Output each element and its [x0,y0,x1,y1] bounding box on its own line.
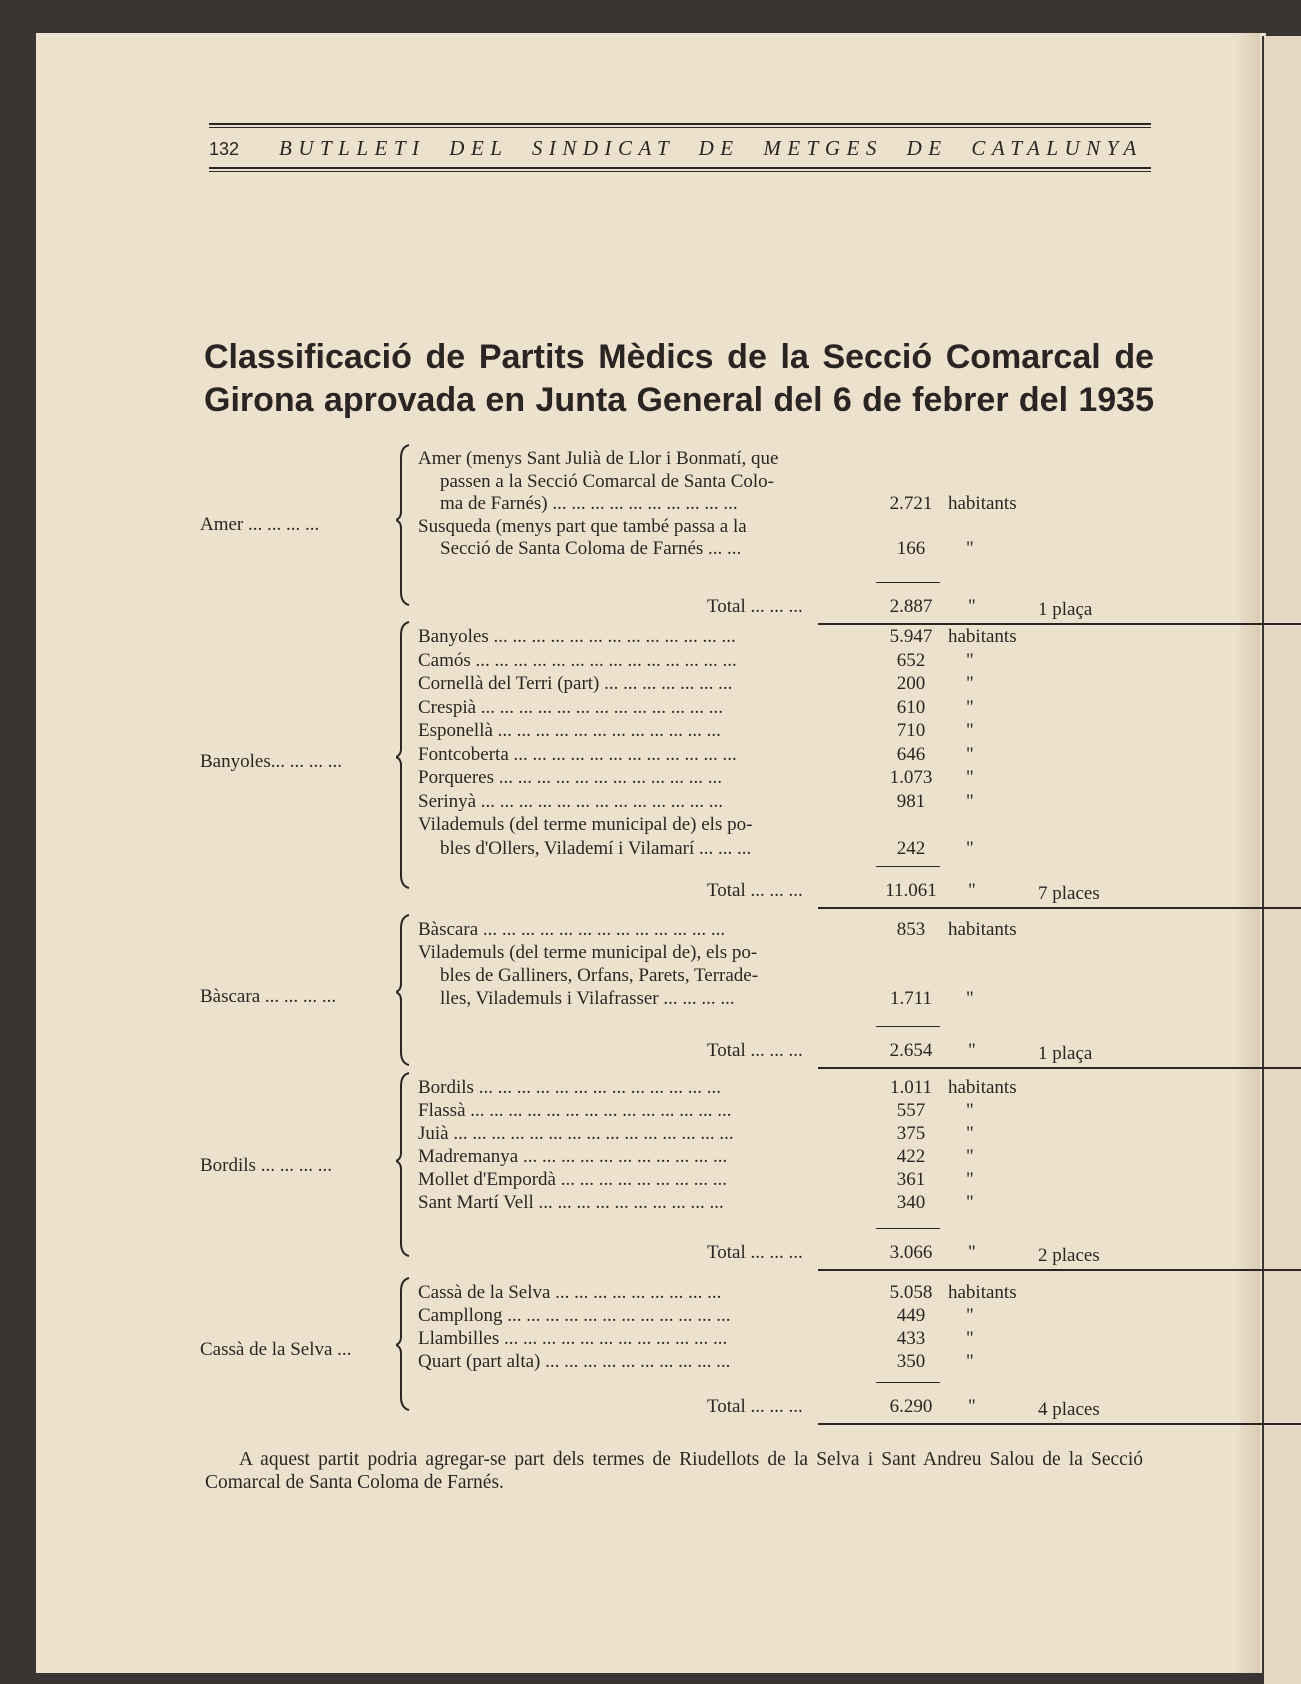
municipality-line-continued: passen a la Secció Comarcal de Santa Colo- [440,470,774,492]
municipality-name [418,516,848,561]
entry-row [418,1099,1058,1122]
municipality-name [418,941,848,1010]
population-unit: " [966,988,974,1009]
entry-row [418,1281,1058,1304]
municipality-name [418,1122,848,1145]
entry-row [418,743,1058,767]
population-value: 652 [896,649,926,671]
municipality-line: Esponellà ... ... ... ... ... ... ... ... ... ... ... ... [418,720,721,741]
municipality-line: Susqueda (menys part que també passa a la [418,515,747,537]
population-unit: " [966,649,974,671]
municipality-name [418,448,848,516]
running-header [209,123,1151,172]
population-unit: " [966,1146,974,1167]
municipality-line: Quart (part alta) ... ... ... ... ... ... ... ... ... ... [418,1351,731,1372]
population-value: 422 [896,1146,926,1167]
population-unit: " [966,720,974,741]
municipality-line-continued: ma de Farnés) ... ... ... ... ... ... ... ... ... ... [440,493,738,514]
population-unit: " [966,767,974,788]
header-rule-top [209,123,1151,125]
population-value: 1.711 [889,988,933,1009]
next-page-edge [1262,36,1301,1684]
total-label: Total ... ... ... [707,1040,803,1061]
municipality-name [418,1076,848,1099]
municipality-line: Madremanya ... ... ... ... ... ... ... ... ... ... ... [418,1146,728,1167]
entries-list [418,448,1058,561]
municipality-name [418,766,848,790]
sum-rule [876,1228,940,1229]
entry-row [418,813,1058,860]
population-value: 340 [896,1192,926,1213]
municipality-name [418,719,848,743]
municipality-name [418,1191,848,1214]
population-unit: " [966,696,974,718]
population-value: 853 [896,919,926,940]
section-name: Banyoles... ... ... ... [200,751,342,772]
total-unit: " [968,1040,976,1061]
municipality-line: Amer (menys Sant Julià de Llor i Bonmatí, que [418,448,779,469]
entry-row [418,696,1058,720]
municipality-name [418,649,848,673]
section-separator [818,1423,1301,1425]
entry-row [418,719,1058,743]
municipality-line: Llambilles ... ... ... ... ... ... ... ... ... ... ... ... [418,1328,728,1349]
title-line-2: Girona aprovada en Junta General del 6 de febrer del 1935 [204,381,1154,419]
municipality-line-continued: bles d'Ollers, Vilademí i Vilamarí ... ... ... [440,837,752,859]
population-unit: " [966,837,974,859]
population-value: 375 [896,1123,926,1144]
entry-row [418,516,1058,561]
entry-row [418,1076,1058,1099]
municipality-line: Flassà ... ... ... ... ... ... ... ... ... ... ... ... ... ... [418,1100,732,1121]
population-value: 166 [896,538,926,559]
population-value: 1.011 [889,1077,933,1098]
population-unit: habitants [948,626,1017,647]
total-value: 3.066 [889,1242,933,1263]
municipality-name [418,1281,848,1304]
total-value: 2.887 [889,596,933,617]
population-value: 981 [896,790,926,812]
municipality-name [418,1327,848,1350]
municipality-name [418,696,848,720]
footnote [205,1448,1143,1494]
population-unit: " [966,743,974,765]
population-unit: habitants [948,919,1017,940]
journal-title: BUTLLETI DEL SINDICAT DE METGES DE CATALUNYA [279,136,1143,160]
municipality-line-continued: lles, Vilademuls i Vilafrasser ... ... ... ... [440,988,735,1009]
municipality-line: Juià ... ... ... ... ... ... ... ... ... ... ... ... ... ... ... [418,1123,734,1144]
total-places: 1 plaça [1038,599,1093,620]
total-label: Total ... ... ... [707,596,803,617]
page-number: 132 [209,139,240,159]
population-value: 710 [896,720,926,741]
sum-rule [876,1382,940,1383]
municipality-line: Mollet d'Empordà ... ... ... ... ... ... ... ... ... [418,1169,727,1190]
total-label: Total ... ... ... [707,1242,803,1263]
header-rule-bottom-thin [209,171,1151,172]
population-unit: " [966,1351,974,1372]
population-unit: " [966,790,974,812]
total-places: 1 plaça [1038,1043,1093,1064]
municipality-line: Campllong ... ... ... ... ... ... ... ... ... ... ... ... [418,1305,731,1326]
section-separator [818,1269,1301,1271]
municipality-name [418,1099,848,1122]
population-value: 610 [896,696,926,718]
entries-list [418,625,1058,860]
total-label: Total ... ... ... [707,880,803,901]
total-value: 2.654 [889,1040,933,1061]
population-value: 2.721 [889,493,933,514]
entry-row [418,1304,1058,1327]
sum-rule [876,1026,940,1027]
population-value: 646 [896,743,926,765]
population-value: 5.058 [889,1282,933,1303]
section-separator [818,1067,1301,1069]
entry-row [418,625,1058,649]
entry-row [418,448,1058,516]
entries-list [418,1076,1058,1214]
entries-list [418,1281,1058,1373]
curly-brace-icon [396,621,412,889]
total-unit: " [968,880,976,901]
entry-row [418,766,1058,790]
article-title [204,336,1154,422]
total-value: 6.290 [889,1396,933,1417]
population-value: 350 [896,1351,926,1372]
municipality-name [418,1168,848,1191]
municipality-name [418,672,848,696]
curly-brace-icon [396,444,412,606]
population-unit: habitants [948,1077,1017,1098]
municipality-line-continued: bles de Galliners, Orfans, Parets, Terrade- [440,965,759,986]
curly-brace-icon [396,914,412,1066]
total-value: 11.061 [885,880,937,901]
population-value: 1.073 [889,767,933,788]
municipality-line: Vilademuls (del terme municipal de), els po- [418,942,758,963]
total-places: 2 places [1038,1245,1100,1266]
total-places: 7 places [1038,883,1100,904]
total-places: 4 places [1038,1399,1100,1420]
population-unit: " [966,1328,974,1349]
entry-row [418,649,1058,673]
municipality-name [418,1304,848,1327]
page-fold [1236,33,1260,1673]
population-unit: " [966,1123,974,1144]
population-unit: " [966,1100,974,1121]
municipality-name [418,743,848,767]
entry-row [418,1191,1058,1214]
sum-rule [876,582,940,583]
municipality-name [418,1350,848,1373]
municipality-line: Sant Martí Vell ... ... ... ... ... ... ... ... ... ... [418,1192,724,1213]
footnote-text: A aquest partit podria agregar-se part dels termes de Riudellots de la Selva i Sant Andreu Salou de la Secció Comarcal de Santa Coloma de Farnés. [205,1449,1143,1493]
entries-list [418,918,1058,1010]
population-unit: " [966,1305,974,1326]
entry-row [418,790,1058,814]
population-unit: " [966,538,974,559]
entry-row [418,1145,1058,1168]
municipality-name [418,625,848,649]
entry-row [418,941,1058,1010]
municipality-line: Bàscara ... ... ... ... ... ... ... ... ... ... ... ... ... [418,919,726,940]
population-value: 557 [896,1100,926,1121]
population-value: 5.947 [889,626,933,647]
municipality-line-continued: Secció de Santa Coloma de Farnés ... ... [440,538,742,559]
municipality-line: Cornellà del Terri (part) ... ... ... ... ... ... ... [418,673,733,694]
municipality-name [418,813,848,860]
municipality-line: Serinyà ... ... ... ... ... ... ... ... ... ... ... ... ... [418,790,724,812]
municipality-name [418,1145,848,1168]
municipality-line: Porqueres ... ... ... ... ... ... ... ... ... ... ... ... [418,767,722,788]
section-name: Amer ... ... ... ... [200,514,320,535]
population-value: 449 [896,1305,926,1326]
municipality-name [418,918,848,941]
population-unit: " [966,1169,974,1190]
entry-row [418,1350,1058,1373]
entry-row [418,672,1058,696]
population-unit: " [966,673,974,694]
municipality-line: Bordils ... ... ... ... ... ... ... ... ... ... ... ... ... [418,1077,721,1098]
municipality-line: Camós ... ... ... ... ... ... ... ... ... ... ... ... ... ... [418,649,737,671]
section-name: Bordils ... ... ... ... [200,1155,332,1176]
total-unit: " [968,1242,976,1263]
municipality-line: Crespià ... ... ... ... ... ... ... ... ... ... ... ... ... [418,696,724,718]
section-name: Cassà de la Selva ... [200,1339,352,1360]
population-unit: habitants [948,1282,1017,1303]
header-rule-bottom [209,167,1151,169]
population-value: 361 [896,1169,926,1190]
population-value: 242 [896,837,926,859]
sum-rule [876,866,940,867]
population-value: 200 [896,673,926,694]
total-unit: " [968,1396,976,1417]
title-line-1: Classificació de Partits Mèdics de la Secció Comarcal de [204,338,1154,376]
entry-row [418,1122,1058,1145]
curly-brace-icon [396,1277,412,1411]
entry-row [418,1168,1058,1191]
entry-row [418,918,1058,941]
municipality-line: Vilademuls (del terme municipal de) els po- [418,814,753,835]
municipality-name [418,790,848,814]
curly-brace-icon [396,1072,412,1257]
total-label: Total ... ... ... [707,1396,803,1417]
municipality-line: Cassà de la Selva ... ... ... ... ... ... ... ... ... [418,1282,722,1303]
population-unit: " [966,1192,974,1213]
total-unit: " [968,596,976,617]
municipality-line: Fontcoberta ... ... ... ... ... ... ... ... ... ... ... ... [418,743,737,765]
section-separator [818,907,1301,909]
section-name: Bàscara ... ... ... ... [200,986,337,1007]
population-value: 433 [896,1328,926,1349]
entry-row [418,1327,1058,1350]
population-unit: habitants [948,493,1017,514]
municipality-line: Banyoles ... ... ... ... ... ... ... ... ... ... ... ... ... [418,626,736,647]
